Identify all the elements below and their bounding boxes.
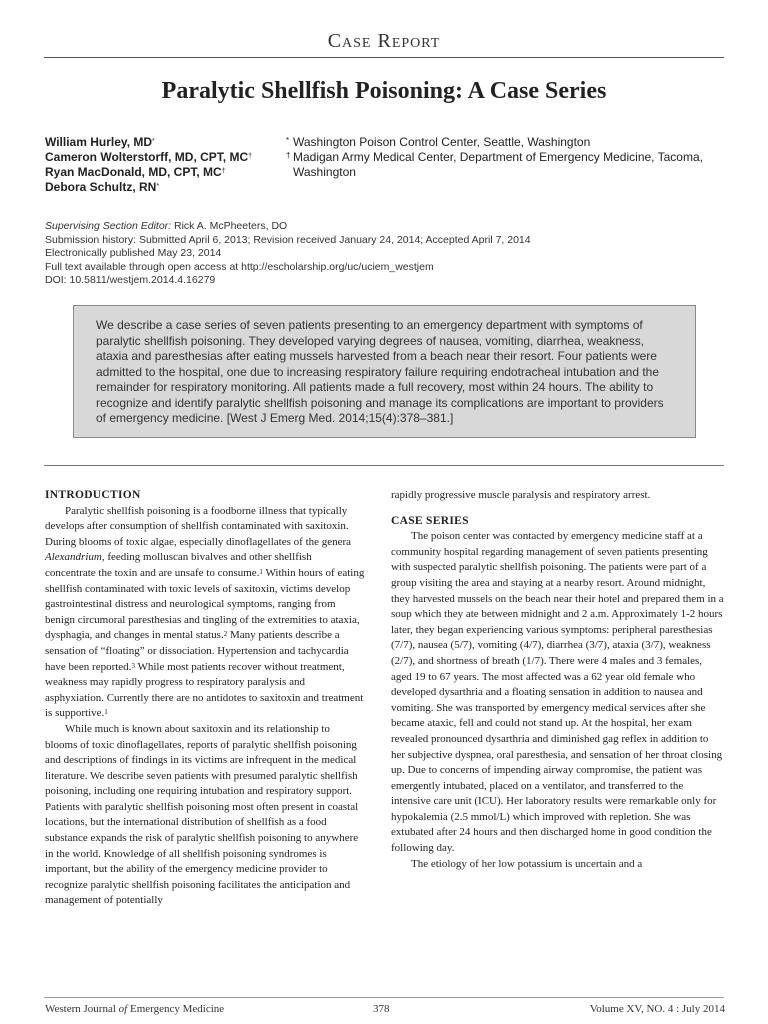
fulltext-link[interactable]: Full text available through open access at http://escholarship.org/uc/uciem_westjem: [45, 260, 434, 273]
page-footer: [45, 1003, 725, 1017]
article-metadata: [45, 220, 725, 288]
issue-info: Volume XV, NO. 4 : July 2014: [589, 1003, 725, 1015]
right-column: [391, 488, 724, 872]
article-title: Paralytic Shellfish Poisoning: A Case Series: [161, 78, 607, 104]
author: Cameron Wolterstorff, MD, CPT, MC†: [45, 150, 253, 164]
section-label: Case Report: [327, 30, 441, 52]
introduction-heading: INTRODUCTION: [45, 489, 141, 501]
abstract-box: [73, 305, 696, 438]
continued-paragraph: rapidly progressive muscle paralysis and respiratory arrest.: [391, 489, 651, 501]
journal-name: Western Journal of Emergency Medicine: [45, 1003, 225, 1015]
publication-date: Electronically published May 23, 2014: [45, 247, 222, 259]
header-rule: [44, 57, 724, 58]
intro-paragraph: Paralytic shellfish poisoning is a foodborne illness that typically develops after consumption of shellfish contaminated with saxitoxin. During blooms of toxic algae, especially dinoflagellates of the genera Alexandrium, feeding molluscan bivalves and other shellfish concentrate the toxin and are unsafe to consume.$^1$ Within hours of eating shellfish contaminated with toxic levels of saxitoxin, victims develop gastrointestinal distress and neurological symptoms, ranging from benign circumoral paresthesias and tingling of the extremities to ataxia, dysphagia, and changes in mental status.$^2$ Many patients describe a sensation of “floating” or dissociation. Hypertension and tachycardia have been reported.$^3$ While most patients recover without treatment, weakness may rapidly progress to respiratory paralysis and asphyxiation. Currently there are no antidotes to saxitoxin and treatment is supportive.$^1$: [45, 504, 365, 720]
footer-rule: [44, 997, 724, 998]
author: Ryan MacDonald, MD, CPT, MC†: [45, 165, 226, 179]
author-list: [45, 135, 285, 195]
submission-history: Submission history: Submitted April 6, 2013; Revision received January 24, 2014; Accepted April 7, 2014: [45, 233, 531, 246]
affiliation: * Washington Poison Control Center, Seattle, Washington: [286, 135, 591, 149]
author: William Hurley, MD*: [45, 135, 155, 149]
section-editor: Supervising Section Editor: Rick A. McPheeters, DO: [45, 220, 288, 232]
case-paragraph: The etiology of her low potassium is uncertain and a: [411, 857, 643, 870]
affiliation-list: [286, 135, 726, 180]
abstract-rule: [44, 465, 724, 466]
affiliation: † Madigan Army Medical Center, Department of Emergency Medicine, Tacoma, Washington: [286, 150, 703, 179]
doi[interactable]: DOI: 10.5811/westjem.2014.4.16279: [45, 274, 216, 286]
page-number: 378: [373, 1003, 390, 1015]
author: Debora Schultz, RN*: [45, 180, 160, 194]
case-series-heading: CASE SERIES: [391, 514, 469, 527]
left-column: [45, 488, 365, 909]
case-paragraph: The poison center was contacted by emergency medicine staff at a community hospital regarding management of seven patients presenting with suspected paralytic shellfish poisoning. The patients were part of a group visiting the area and staying at a nearby resort. Around midnight, they harvested mussels on the beach near their hotel and prepared them in a soup which they ate between midnight and 2 a.m. Approximately 1-2 hours later, they began experiencing various symptoms: peripheral paresthesias (7/7), nausea (5/7), vomiting (4/7), diarrhea (3/7), ataxia (3/7), weakness (2/7), and shortness of breath (1/7). There were 4 males and 3 females, aged 19 to 67 years. The most affected was a 62 year old female who developed dysarthria and a floating sensation in addition to nausea and vomiting. She was transported by emergency medical services after she became ataxic, fell and could not stand up. At the hospital, her exam revealed pronounced dysarthria and diminished gag reflex in addition to her subjective dyspnea, oral paresthesia, and sensation of her throat closing up. Due to concerns of impending airway compromise, the patient was emergently intubated, placed on a ventilator, and transferred to the intensive care unit (ICU). Her laboratory results were remarkable only for hypokalemia (2.5 mmol/L) which improved with repletion. She was extubated after 24 hours and then discharged home in good condition the following day.: [391, 530, 724, 855]
abstract-text: We describe a case series of seven patients presenting to an emergency department with symptoms of paralytic shellfish poisoning. They developed varying degrees of nausea, vomiting, diarrhea, weakness, ataxia and paresthesias after eating mussels harvested from a beach near their resort. Four patients were admitted to the hospital, one due to increasing respiratory failure requiring endotracheal intubation and the remainder for respiratory monitoring. All patients made a full recovery, most within 24 hours. The ability to recognize and identify paralytic shellfish poisoning and manage its complications are important to providers of emergency medicine. [West J Emerg Med. 2014;15(4):378–381.]: [96, 318, 664, 425]
intro-paragraph: While much is known about saxitoxin and its relationship to blooms of toxic dinoflagellates, reports of paralytic shellfish poisoning and descriptions of findings in its victims are infrequent in the medical literature. We describe seven patients with presumed paralytic shellfish poisoning, including one requiring intubation and respiratory support. Patients with paralytic shellfish poisoning most often present in coastal locations, but the international distribution of shellfish as a food substance expands the risk of paralytic shellfish poisoning to anywhere in the world. Knowledge of all shellfish poisoning syndromes is important, but the ability of the emergency medicine provider to recognize paralytic shellfish poisoning facilitates the anticipation and management of potentially: [45, 722, 359, 907]
